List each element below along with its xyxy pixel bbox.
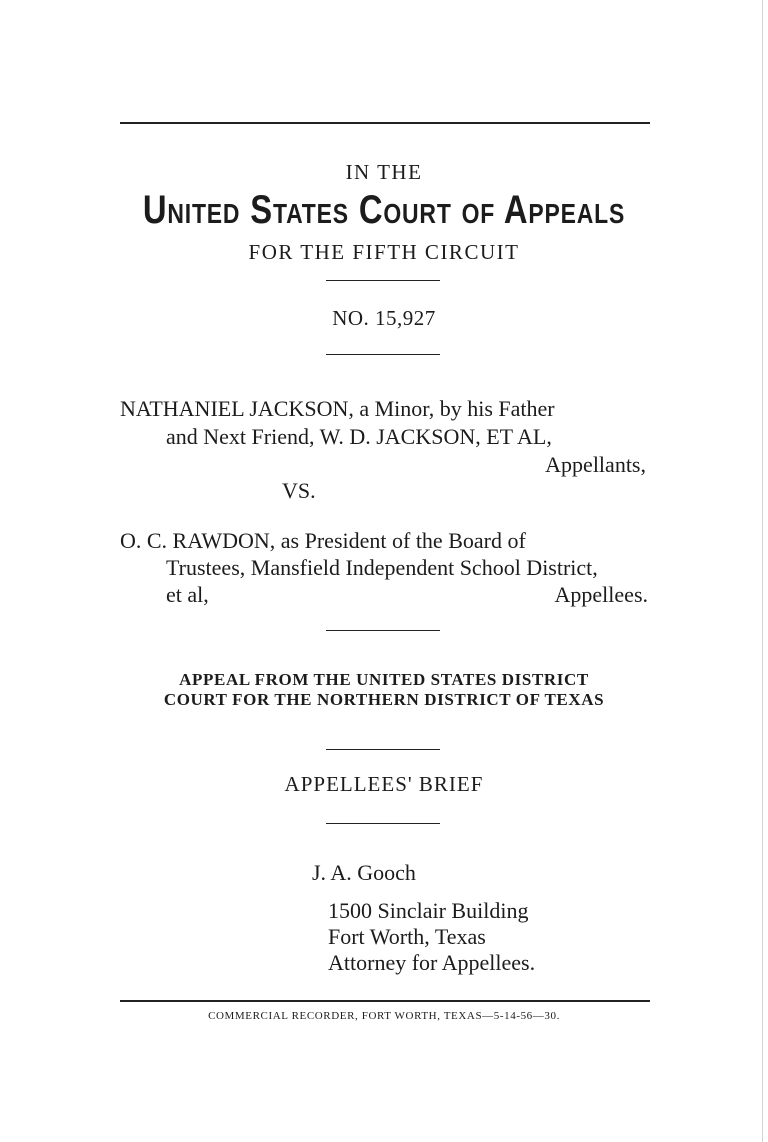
attorney-address-1: 1500 Sinclair Building bbox=[328, 898, 529, 923]
appellee-line-1: O. C. RAWDON, as President of the Board of bbox=[120, 528, 526, 553]
case-number: NO. 15,927 bbox=[332, 306, 436, 330]
appellee-line-2: Trustees, Mansfield Independent School District, bbox=[166, 555, 598, 580]
bottom-rule bbox=[120, 1000, 650, 1002]
divider-rule-5 bbox=[326, 823, 440, 824]
divider-rule-3 bbox=[326, 630, 440, 631]
printer-footer: COMMERCIAL RECORDER, FORT WORTH, TEXAS—5-14-56—30. bbox=[208, 1010, 560, 1022]
versus-label: VS. bbox=[282, 478, 316, 503]
appellees-role: Appellees. bbox=[554, 582, 648, 607]
attorney-address-2: Fort Worth, Texas bbox=[328, 924, 486, 949]
divider-rule-1 bbox=[326, 280, 440, 281]
divider-rule-2 bbox=[326, 354, 440, 355]
court-title: United States Court of Appeals bbox=[142, 188, 626, 232]
top-rule bbox=[120, 122, 650, 124]
appeal-line-2: COURT FOR THE NORTHERN DISTRICT OF TEXAS bbox=[163, 690, 605, 709]
appeal-line-1: APPEAL FROM THE UNITED STATES DISTRICT bbox=[179, 670, 589, 689]
appellee-line-3: et al, bbox=[166, 582, 209, 607]
brief-title: APPELLEES' BRIEF bbox=[284, 772, 484, 796]
circuit-heading: FOR THE FIFTH CIRCUIT bbox=[248, 240, 520, 264]
appellants-role: Appellants, bbox=[545, 452, 646, 477]
in-the-heading: IN THE bbox=[345, 160, 423, 184]
divider-rule-4 bbox=[326, 749, 440, 750]
appellant-line-1: NATHANIEL JACKSON, a Minor, by his Father bbox=[120, 396, 555, 421]
attorney-name: J. A. Gooch bbox=[312, 860, 416, 885]
appellant-line-2: and Next Friend, W. D. JACKSON, ET AL, bbox=[166, 424, 552, 449]
attorney-role: Attorney for Appellees. bbox=[328, 950, 536, 975]
